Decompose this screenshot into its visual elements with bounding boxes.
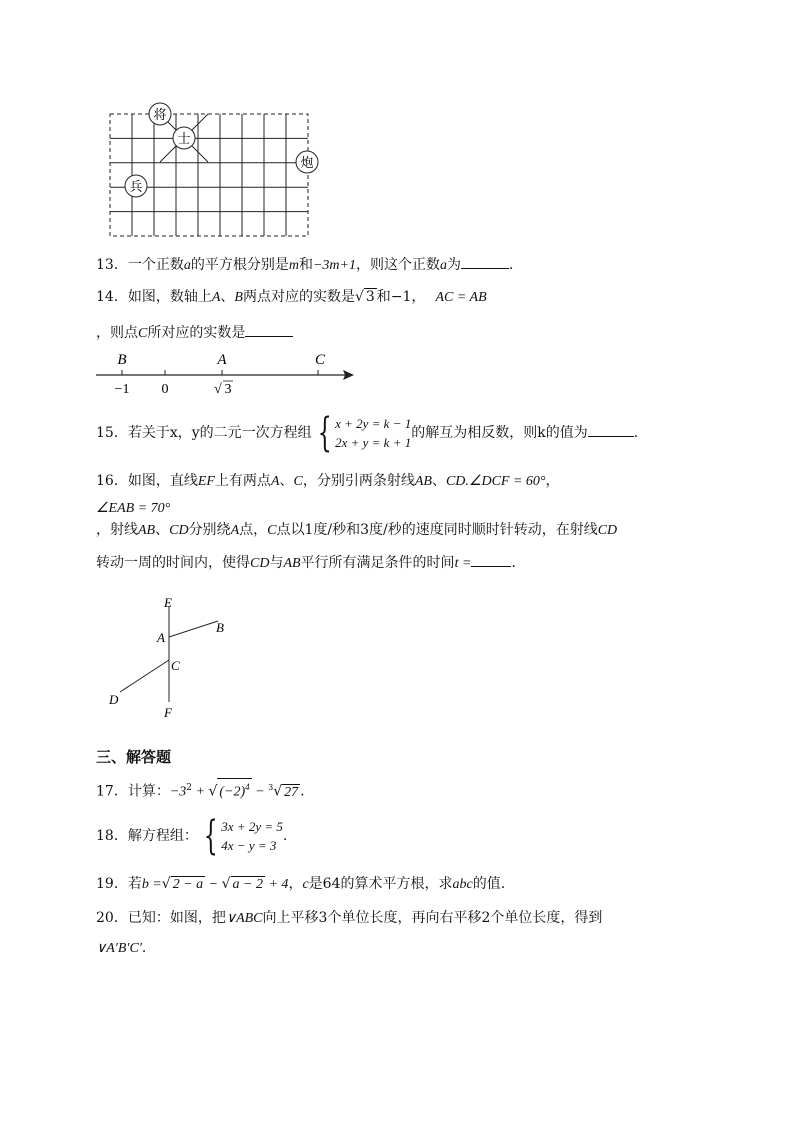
q17-period: . — [300, 783, 305, 800]
q16-cd: CD. — [445, 474, 469, 489]
question-20-line1 — [96, 908, 602, 929]
q14-sqrt3: 3 — [365, 289, 375, 305]
q18-period: . — [282, 828, 288, 844]
label-c: C — [171, 658, 180, 673]
q19-rad2: a − 2 — [232, 877, 263, 892]
q13-text: 一个正数 — [127, 257, 184, 273]
nl-sqrt-sign: √ — [214, 382, 222, 397]
piece-pao — [296, 151, 318, 173]
sqrt-symbol: √ — [208, 783, 218, 800]
svg-text:将: 将 — [153, 108, 167, 123]
q17-text: 计算： — [127, 783, 170, 800]
answer-blank[interactable] — [245, 322, 293, 337]
q16-text: 转动一周的时间内，使得 — [96, 555, 250, 571]
nl-label-b: B — [117, 352, 127, 368]
nl-value-sqrt3: 3 — [224, 382, 232, 397]
q14-point-a: A — [211, 290, 221, 305]
q15-text: 的解互为相反数，则k的值为 — [411, 425, 588, 441]
q14-text: ，则点 — [96, 325, 138, 341]
q13-text: ，则这个正数 — [355, 257, 440, 273]
q17-rad: (−2) — [219, 784, 246, 800]
q14-equation: AC = AB — [435, 290, 487, 305]
q14-text: 和−1， — [376, 289, 426, 305]
q14-text: 两点对应的实数是 — [242, 289, 355, 305]
q16-cd: CD — [169, 523, 189, 538]
q16-a: A — [230, 523, 240, 538]
q13-text: 为 — [446, 257, 461, 273]
q16-period: . — [511, 555, 516, 571]
q15-system: { x + 2y = k − 1 2x + y = k + 1 — [317, 410, 412, 456]
q14-text: 所对应的实数是 — [147, 325, 246, 341]
nl-label-a: A — [217, 352, 227, 368]
q16-cd: CD — [250, 556, 270, 571]
q19-op: + 4 — [264, 877, 289, 892]
q18-system: { 3x + 2y = 5 4x − y = 3 — [203, 813, 283, 859]
number-line-figure — [92, 348, 362, 398]
question-15 — [96, 410, 639, 456]
q17-term: −3 — [169, 784, 187, 800]
q19-text: 的值. — [472, 876, 506, 892]
q19-abc: abc — [452, 877, 473, 892]
q16-ab: AB — [414, 474, 432, 489]
label-b: B — [216, 620, 224, 635]
question-18 — [96, 813, 288, 859]
nl-value-neg1: −1 — [114, 382, 130, 397]
label-f: F — [164, 705, 172, 720]
q16-angle-eab: ∠EAB = 70° — [96, 501, 171, 516]
q16-text: 平行所有满足条件的时间 — [300, 555, 455, 571]
q20-period: . — [141, 940, 147, 956]
q13-var-a: a — [183, 258, 191, 273]
q13-var-m: m — [288, 258, 299, 273]
q17-radicand2: 27 — [284, 784, 299, 800]
q19-c: c — [302, 877, 309, 892]
ray-figure — [100, 592, 250, 722]
q16-angle-dcf: ∠DCF = 60° — [468, 474, 546, 489]
answer-blank[interactable] — [588, 422, 634, 437]
answer-blank[interactable] — [471, 552, 511, 567]
q16-text: 上有两点 — [214, 473, 271, 489]
chess-board-figure — [104, 100, 326, 242]
svg-text:士: 士 — [177, 132, 191, 147]
piece-bing — [125, 175, 147, 197]
nl-value-0: 0 — [161, 382, 169, 397]
q20-number: 20． — [96, 910, 128, 926]
answer-blank[interactable] — [461, 254, 509, 269]
question-16-line2 — [96, 498, 170, 519]
q14-point-c: C — [138, 326, 148, 341]
q15-text: 若关于x，y的二元一次方程组 — [127, 425, 312, 441]
q16-text: 与 — [269, 555, 284, 571]
q14-point-b: B — [234, 290, 243, 305]
q16-ab: AB — [138, 523, 156, 538]
q15-eq1: x + 2y = k − 1 — [335, 416, 412, 431]
q13-number: 13． — [96, 257, 128, 273]
q17-exp: 2 — [186, 783, 193, 793]
q18-eq1: 3x + 2y = 5 — [221, 819, 283, 834]
q16-number: 16． — [96, 473, 128, 489]
q14-sep: 、 — [220, 289, 235, 305]
q13-period: . — [508, 257, 514, 273]
q16-text: ， — [545, 473, 560, 489]
q19-rad1: 2 − a — [172, 877, 204, 892]
q18-text: 解方程组： — [127, 828, 198, 844]
q19-text: 若 — [127, 876, 142, 892]
question-16-line3 — [96, 520, 617, 541]
q17-op: + — [192, 784, 209, 800]
q19-op: − — [205, 877, 222, 892]
question-19 — [96, 874, 505, 895]
q19-number: 19． — [96, 876, 128, 892]
question-14-line1 — [96, 287, 487, 308]
q14-number: 14． — [96, 289, 128, 305]
q19-text: ， — [288, 876, 303, 892]
q18-eq2: 4x − y = 3 — [221, 838, 277, 853]
sqrt-symbol: √ — [354, 289, 364, 305]
q13-text: 的平方根分别是 — [190, 257, 289, 273]
q20-triangle-prime: ∨A′B′C′ — [96, 941, 142, 956]
q16-text: 分别绕 — [188, 522, 231, 538]
question-14-line2 — [96, 322, 293, 344]
q16-text: 点以1度/秒和3度/秒的速度同时顺时针转动，在射线 — [276, 522, 598, 538]
svg-text:兵: 兵 — [129, 180, 143, 195]
q17-number: 17． — [96, 783, 128, 800]
q19-b: b = — [141, 877, 162, 892]
q16-text: 点， — [239, 522, 268, 538]
section-title: 三、解答题 — [96, 748, 172, 766]
q16-a: A — [270, 474, 280, 489]
q16-text: 、 — [431, 473, 446, 489]
q15-number: 15． — [96, 425, 128, 441]
sqrt-symbol: √ — [161, 876, 171, 892]
piece-shi — [173, 127, 195, 149]
q13-text: 和 — [298, 257, 313, 273]
svg-text:炮: 炮 — [300, 156, 314, 171]
q17-op: − — [251, 784, 269, 800]
q16-text: ，分别引两条射线 — [302, 473, 415, 489]
question-13 — [96, 254, 513, 276]
question-17 — [96, 778, 305, 803]
q16-text: ，射线 — [96, 522, 138, 538]
question-16-line1 — [96, 471, 560, 492]
q15-eq2: 2x + y = k + 1 — [335, 435, 412, 450]
q16-t: t = — [454, 556, 472, 571]
q16-cd: CD — [597, 523, 618, 538]
question-16-line4 — [96, 552, 516, 574]
label-d: D — [109, 692, 119, 707]
q16-text: 、 — [155, 522, 170, 538]
q20-text: 已知：如图，把 — [127, 910, 226, 926]
q17-exp: 4 — [245, 782, 250, 792]
q15-period: . — [633, 425, 639, 441]
label-a: A — [157, 630, 165, 645]
q16-c: C — [293, 474, 303, 489]
q20-text: 向上平移3个单位长度，再向右平移2个单位长度，得到 — [262, 910, 603, 926]
sqrt-symbol: √ — [221, 876, 231, 892]
q16-text: 如图，直线 — [127, 473, 198, 489]
q20-triangle: ∨ABC — [225, 911, 263, 926]
question-20-line2 — [96, 938, 146, 959]
q17-radicand — [217, 778, 251, 801]
q16-ef: EF — [197, 474, 215, 489]
q16-ab: AB — [283, 556, 301, 571]
piece-jiang — [149, 103, 171, 125]
q16-c: C — [267, 523, 277, 538]
sqrt-symbol: √ — [273, 783, 283, 800]
q17-root-index: 3 — [268, 783, 274, 792]
q18-number: 18． — [96, 828, 128, 844]
label-e: E — [164, 595, 172, 610]
q19-text: 是64的算术平方根，求 — [308, 876, 453, 892]
q13-var-a: a — [439, 258, 447, 273]
q16-sep: 、 — [279, 473, 294, 489]
q13-expr: −3m+1 — [312, 258, 356, 273]
nl-label-c: C — [314, 352, 326, 368]
q14-text: 如图，数轴上 — [127, 289, 212, 305]
